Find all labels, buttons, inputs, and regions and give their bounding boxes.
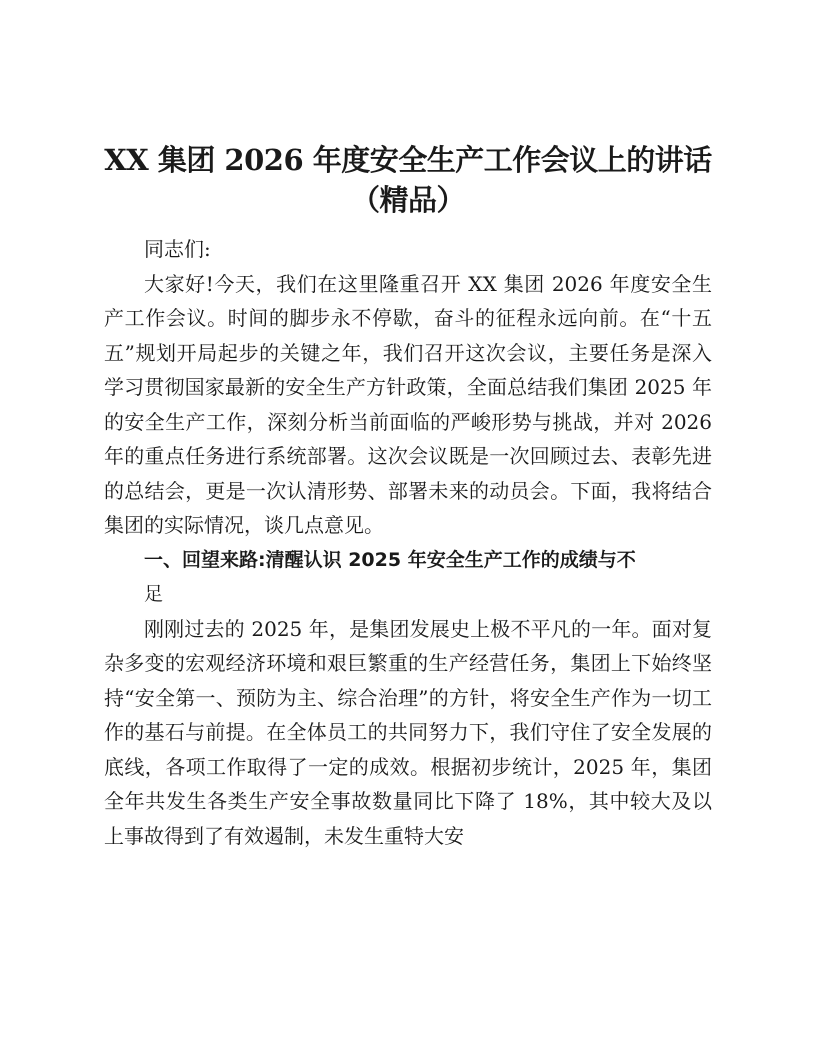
salutation: 同志们: <box>144 237 211 261</box>
document-title <box>104 140 712 220</box>
section-1-heading: 一、回望来路:清醒认识 2025 年安全生产工作的成绩与不 <box>144 548 636 571</box>
paragraph-review: 刚刚过去的 2025 年，是集团发展史上极不平凡的一年。面对复杂多变的宏观经济环境和艰巨繁重的生产经营任务，集团上下始终坚持“安全第一、预防为主、综合治理”的方针，将安全生产作为一切工作的基石与前提。在全体员工的共同努力下，我们守住了安全发展的底线，各项工作取得了一定的成效。根据初步统计，2025 年，集团全年共发生各类生产安全事故数量同比下降了 18%，其中较大及以上事故得到了有效遏制，未发生重特大安 <box>104 616 712 848</box>
paragraph-opening: 大家好!今天，我们在这里隆重召开 XX 集团 2026 年度安全生产工作会议。时间的脚步永不停歇，奋斗的征程永远向前。在“十五五”规划开局起步的关键之年，我们召开这次会议，主要任务是深入学习贯彻国家最新的安全生产方针政策，全面总结我们集团 2025 年的安全生产工作，深刻分析当前面临的严峻形势与挑战，并对 2026 年的重点任务进行系统部署。这次会议既是一次回顾过去、表彰先进的总结会，更是一次认清形势、部署未来的动员会。下面，我将结合集团的实际情况，谈几点意见。 <box>104 271 712 537</box>
section-1-heading-continued: 足 <box>144 583 164 605</box>
title-line-2: （精品） <box>350 183 465 217</box>
title-line-1: XX 集团 2026 年度安全生产工作会议上的讲话 <box>104 143 712 177</box>
document-page <box>104 140 712 853</box>
